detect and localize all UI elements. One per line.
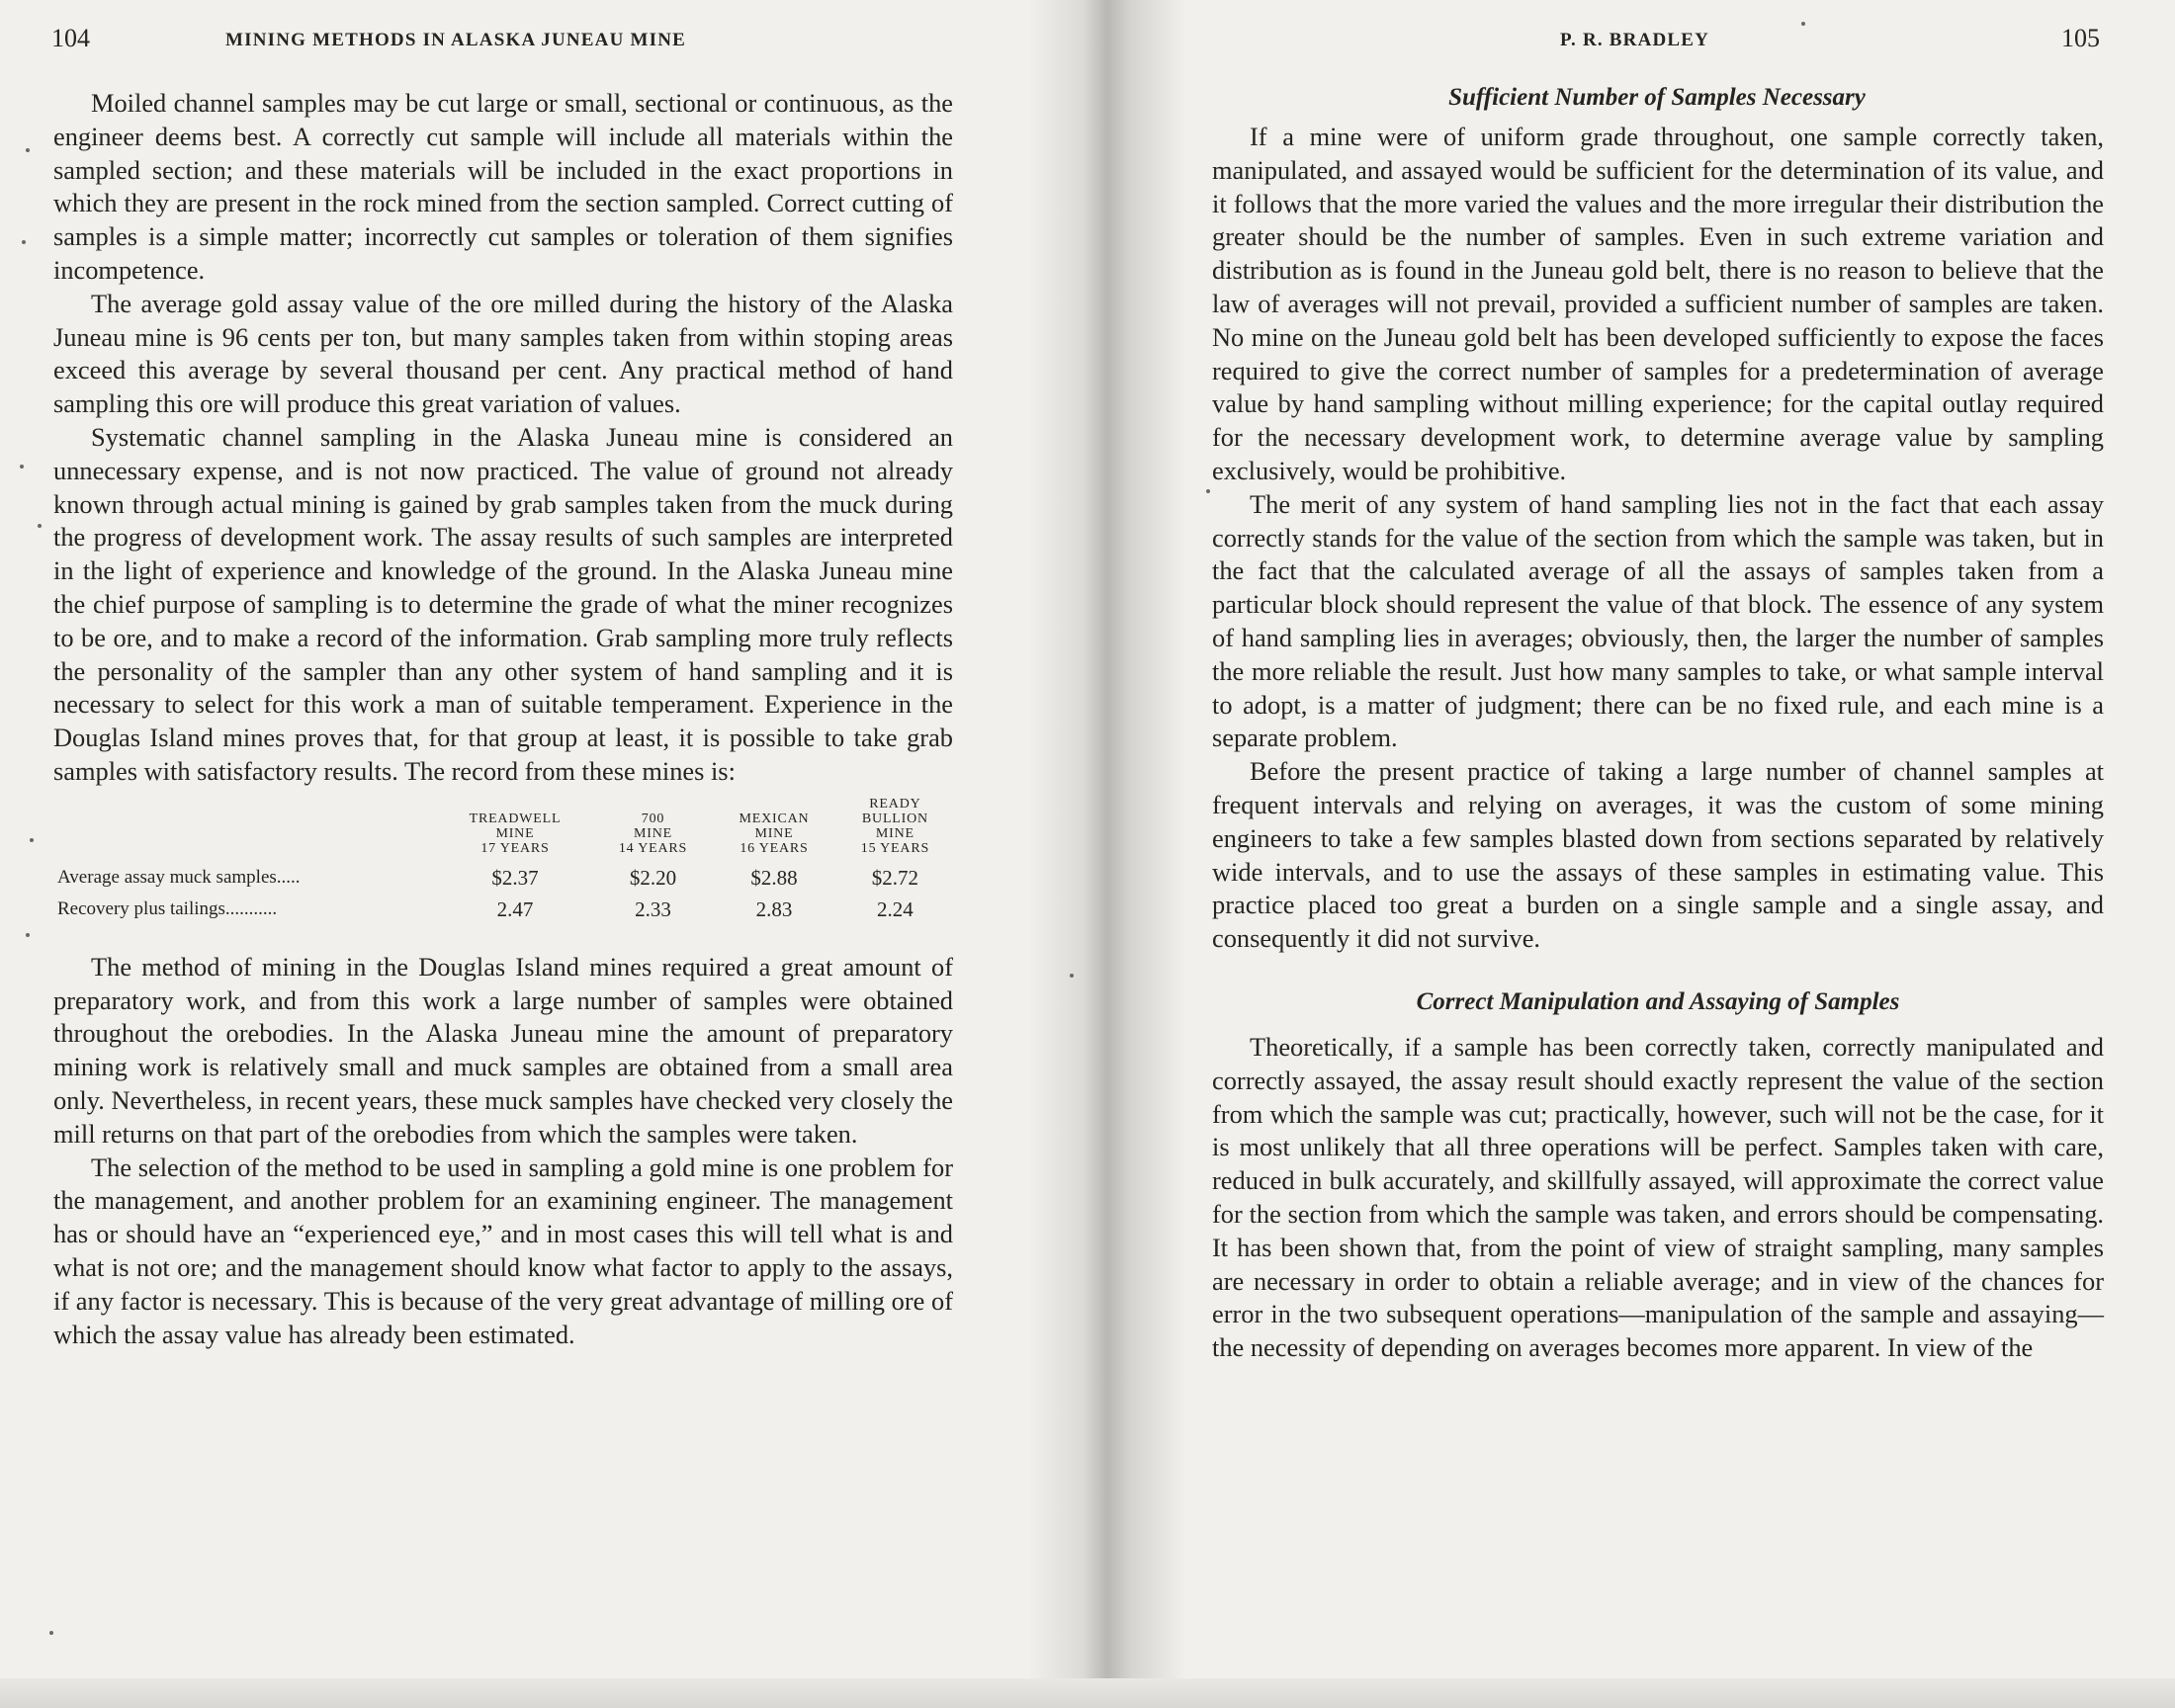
col-header-ready-bullion — [835, 797, 955, 862]
scan-speck — [26, 933, 30, 937]
col-header-line: TREADWELL — [469, 811, 562, 826]
table-cell: $2.20 — [629, 865, 677, 890]
table-cell: 2.33 — [635, 897, 671, 921]
right-running-head-title: P. R. BRADLEY — [1560, 30, 1710, 50]
table-cell: $2.37 — [491, 865, 539, 890]
scan-speck — [38, 524, 42, 528]
row-label: Recovery plus tailings........... — [57, 897, 278, 919]
table-row — [53, 862, 955, 894]
col-header-line: 17 YEARS — [480, 840, 550, 856]
right-paragraph-3: Before the present practice of taking a large number of channel samples at frequent intervals and relying on averages, it was the custom of some mining engineers to take a few samples blasted down from sections separated by relatively wide intervals, and to use the assays of these samples in estimating value. This practice placed too great a burden on a single sample and a single assay, and consequently it did not survive. — [1212, 756, 2104, 954]
table-cell: $2.88 — [750, 865, 798, 890]
scan-speck — [1801, 22, 1805, 26]
col-header-line: MINE — [634, 825, 672, 841]
section-heading-sufficient-samples: Sufficient Number of Samples Necessary — [1448, 84, 1866, 111]
col-header-700 — [593, 797, 713, 862]
col-header-line: 16 YEARS — [740, 840, 809, 856]
col-header-line: READY — [869, 796, 921, 811]
col-header-line: MINE — [754, 825, 794, 841]
col-header-line: 700 — [641, 811, 665, 826]
scan-speck — [49, 1631, 53, 1635]
left-paragraph-3: Systematic channel sampling in the Alaska Juneau mine is considered an unnecessary expense, and is not now practiced. The value of ground not already known through actual mining is gained by grab samples taken from the muck during the progress of development work. The assay results of such samples are interpreted in the light of experience and knowledge of the ground. In the Alaska Juneau mine the chief purpose of sampling is to determine the grade of what the miner recognizes to be ore, and to make a record of the information. Grab sampling more truly reflects the personality of the sampler than any other system of hand sampling and it is necessary to select for this work a man of suitable temperament. Experience in the Douglas Island mines proves that, for that group at least, it is possible to take grab samples with satisfactory results. The record from these mines is: — [53, 421, 953, 786]
page-bottom-edge — [0, 1678, 2175, 1708]
table-cell: 2.47 — [496, 897, 534, 921]
table-row — [53, 894, 955, 925]
right-page-number: 105 — [2061, 24, 2100, 52]
right-paragraph-2: The merit of any system of hand sampling lies not in the fact that each assay correctly stands for the value of the section from which the sample was taken, but in the fact that the calculated average of all the assays of samples taken from a particular block should represent the value of that block. The essence of any system of hand sampling lies in averages; obviously, then, the larger the number of samples the more reliable the result. Just how many samples to take, or what sample interval to adopt, is a matter of judgment; there can be no fixed rule, and each mine is a separate problem. — [1212, 488, 2104, 753]
table-corner-cell — [53, 797, 437, 862]
section-heading-manipulation-assaying: Correct Manipulation and Assaying of Samples — [1416, 987, 1900, 1015]
mine-records-table — [53, 797, 955, 925]
left-running-head — [51, 26, 953, 61]
table-cell: 2.24 — [877, 897, 914, 921]
table-header-row — [53, 797, 955, 862]
right-paragraph-4: Theoretically, if a sample has been correctly taken, correctly manipulated and correctly assayed, the assay result should exactly represent the value of the section from which the sample was cut; practically, however, such will not be the case, for it is most unlikely that all three operations will be perfect. Samples taken with care, reduced in bulk accurately, and skillfully assayed, will approximate the correct value for the section from which the sample was taken, and errors should be compensating. It has been shown that, from the point of view of straight sampling, many samples are necessary in order to obtain a reliable average; and in view of the chances for error in the two subsequent operations—manipulation of the sample and assaying—the necessity of depending on averages becomes more apparent. In view of the — [1212, 1031, 2104, 1363]
col-header-treadwell — [437, 797, 593, 862]
row-label: Average assay muck samples..... — [57, 866, 301, 888]
right-running-head — [1210, 26, 2104, 61]
right-paragraph-1: If a mine were of uniform grade throughout, one sample correctly taken, manipulated, and assayed would be sufficient for the determination of its value, and it follows that the more varied the values and the more irregular their distribution the greater should be the number of samples. Even in such extreme variation and distribution as is found in the Juneau gold belt, there is no reason to believe that the law of averages will not prevail, provided a sufficient number of samples are taken. No mine on the Juneau gold belt has been developed sufficiently to expose the faces required to give the correct number of samples for a predetermination of average value by hand sampling without milling experience; for the capital outlay required for the necessary development work, to determine average value by sampling exclusively, would be prohibitive. — [1212, 122, 2104, 485]
left-paragraph-4: The method of mining in the Douglas Island mines required a great amount of preparatory work, and from this work a large number of samples were obtained throughout the orebodies. In the Alaska Juneau mine the amount of preparatory mining work is relatively small and muck samples are obtained from a small area only. Nevertheless, in recent years, these muck samples have checked very closely the mill returns on that part of the orebodies from which the samples were taken. — [53, 951, 953, 1149]
left-paragraph-1: Moiled channel samples may be cut large or small, sectional or continuous, as the engineer deems best. A correctly cut sample will include all materials within the sampled section; and these materials will be included in the exact proportions in which they are present in the rock mined from the section sampled. Correct cutting of samples is a simple matter; incorrectly cut samples or toleration of them signifies incompetence. — [53, 88, 953, 285]
col-header-line: BULLION — [861, 811, 928, 826]
scan-speck — [30, 838, 34, 842]
col-header-line: 15 YEARS — [860, 840, 930, 856]
table-cell: 2.83 — [755, 897, 793, 921]
col-header-line: MINE — [495, 825, 535, 841]
col-header-mexican — [713, 797, 835, 862]
left-running-head-title: MINING METHODS IN ALASKA JUNEAU MINE — [225, 30, 686, 50]
col-header-line: MINE — [875, 825, 914, 841]
left-paragraph-5: The selection of the method to be used in sampling a gold mine is one problem for the management, and another problem for an examining engineer. The management has or should have an “experienced eye,” and in most cases this will tell what is and what is not ore; and the management should know what factor to apply to the assays, if any factor is necessary. This is because of the very great advantage of milling ore of which the assay value has already been estimated. — [53, 1152, 953, 1349]
col-header-line: 14 YEARS — [618, 840, 688, 856]
scan-speck — [26, 148, 30, 152]
scan-speck — [1206, 489, 1210, 493]
right-body-text — [1212, 121, 2104, 1365]
book-gutter — [1028, 0, 1186, 1708]
scan-speck — [20, 465, 24, 469]
scan-speck — [1070, 974, 1074, 978]
scan-speck — [22, 240, 26, 244]
col-header-line: MEXICAN — [739, 811, 810, 826]
left-page-number: 104 — [51, 24, 90, 52]
left-body-text — [53, 87, 953, 1351]
left-paragraph-2: The average gold assay value of the ore milled during the history of the Alaska Juneau mine is 96 cents per ton, but many samples taken from within stoping areas exceed this average by several thousand per cent. Any practical method of hand sampling this ore will produce this great variation of values. — [53, 288, 953, 419]
table-cell: $2.72 — [871, 865, 919, 890]
